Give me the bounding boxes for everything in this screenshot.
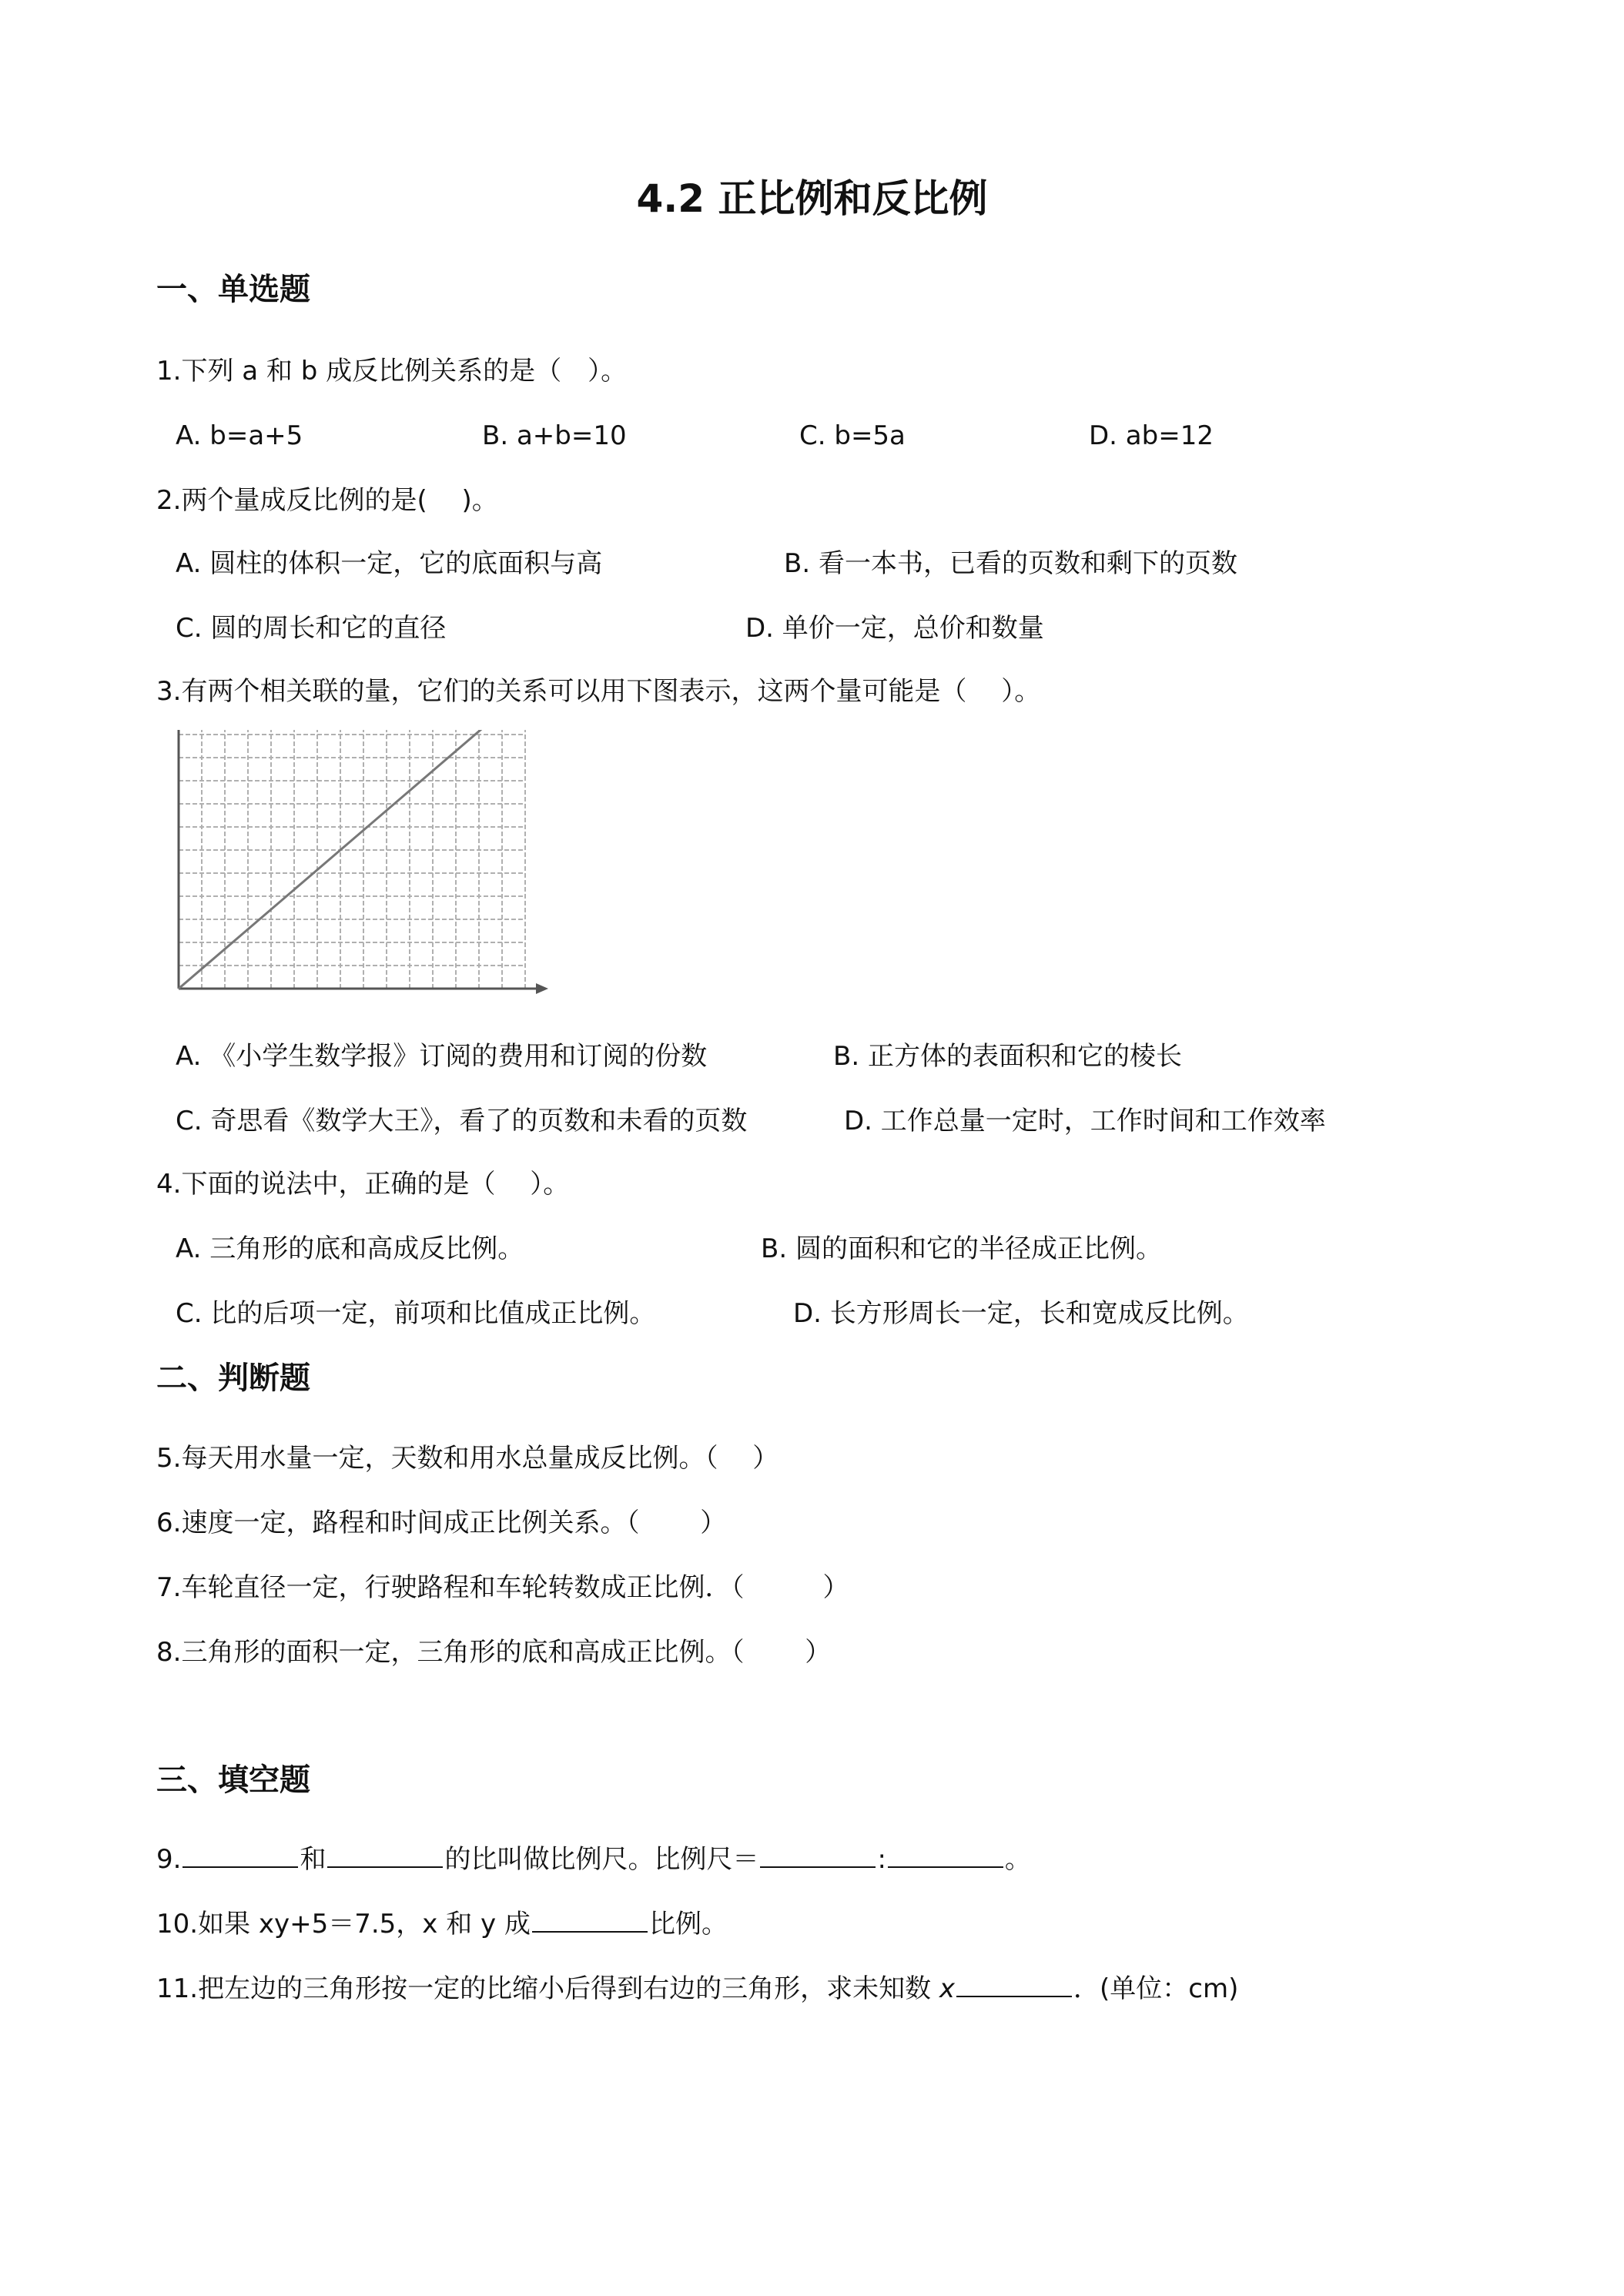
section-heading-true-false: 二、判断题	[156, 1361, 310, 1396]
graph-axes	[173, 730, 548, 994]
answer-blank[interactable]	[532, 1908, 648, 1933]
question-1-option-b: B. a+b=10	[482, 420, 627, 451]
x-axis-arrow	[536, 983, 548, 994]
section-heading-fill-blank: 三、填空题	[156, 1762, 310, 1798]
question-1-option-a: A. b=a+5	[176, 420, 303, 451]
question-11-variable: x	[939, 1973, 956, 2004]
question-1-option-d: D. ab=12	[1089, 420, 1214, 451]
question-9	[156, 1843, 1031, 1875]
question-4-option-d: D. 长方形周长一定，长和宽成反比例。	[793, 1298, 1249, 1329]
question-3-option-c: C. 奇思看《数学大王》，看了的页数和未看的页数	[176, 1106, 748, 1136]
question-9-number: 9.	[156, 1844, 182, 1875]
question-4-option-a: A. 三角形的底和高成反比例。	[176, 1233, 524, 1264]
answer-blank[interactable]	[760, 1843, 876, 1868]
question-10-text: 10.如果 xy+5＝7.5，x 和 y 成	[156, 1909, 531, 1940]
question-9-colon: :	[877, 1844, 886, 1875]
question-1-option-c: C. b=5a	[799, 420, 906, 451]
answer-blank[interactable]	[182, 1843, 298, 1868]
question-4-option-c: C. 比的后项一定，前项和比值成正比例。	[176, 1298, 656, 1329]
question-3-option-b: B. 正方体的表面积和它的棱长	[833, 1041, 1182, 1072]
question-4-stem: 4.下面的说法中，正确的是（ ）。	[156, 1169, 570, 1200]
question-2-option-c: C. 圆的周长和它的直径	[176, 613, 447, 644]
page-title: 4.2 正比例和反比例	[636, 176, 988, 221]
question-11-end: ．(单位：cm)	[1073, 1973, 1239, 2004]
question-7: 7.车轮直径一定，行驶路程和车轮转数成正比例．（ ）	[156, 1572, 849, 1603]
answer-blank[interactable]	[327, 1843, 443, 1868]
question-9-and: 和	[300, 1844, 326, 1875]
question-8: 8.三角形的面积一定，三角形的底和高成正比例。（ ）	[156, 1637, 832, 1668]
question-2-option-b: B. 看一本书，已看的页数和剩下的页数	[784, 548, 1237, 579]
question-6: 6.速度一定，路程和时间成正比例关系。（ ）	[156, 1508, 727, 1538]
answer-blank[interactable]	[956, 1973, 1072, 1997]
question-2-option-d: D. 单价一定，总价和数量	[745, 613, 1044, 644]
question-3-stem: 3.有两个相关联的量，它们的关系可以用下图表示，这两个量可能是（ ）。	[156, 676, 1041, 707]
section-heading-single-choice: 一、单选题	[156, 272, 310, 307]
question-5: 5.每天用水量一定，天数和用水总量成反比例。（ ）	[156, 1443, 779, 1474]
proportion-line-graph	[171, 730, 571, 1015]
graph-grid	[179, 730, 525, 989]
question-2-stem: 2.两个量成反比例的是( )。	[156, 485, 498, 516]
question-9-end: 。	[1004, 1844, 1031, 1875]
question-4-option-b: B. 圆的面积和它的半径成正比例。	[761, 1233, 1162, 1264]
question-2-option-a: A. 圆柱的体积一定，它的底面积与高	[176, 548, 603, 579]
question-3-option-a: A. 《小学生数学报》订阅的费用和订阅的份数	[176, 1041, 708, 1072]
answer-blank[interactable]	[888, 1843, 1003, 1868]
question-10-end: 比例。	[648, 1909, 728, 1940]
question-1-stem: 1.下列 a 和 b 成反比例关系的是（ ）。	[156, 356, 628, 387]
question-3-option-d: D. 工作总量一定时，工作时间和工作效率	[844, 1106, 1326, 1136]
question-10	[156, 1908, 728, 1940]
question-9-text: 的比叫做比例尺。比例尺＝	[444, 1844, 759, 1875]
question-11-text: 11.把左边的三角形按一定的比缩小后得到右边的三角形，求未知数	[156, 1973, 939, 2004]
question-11	[156, 1973, 1238, 2004]
